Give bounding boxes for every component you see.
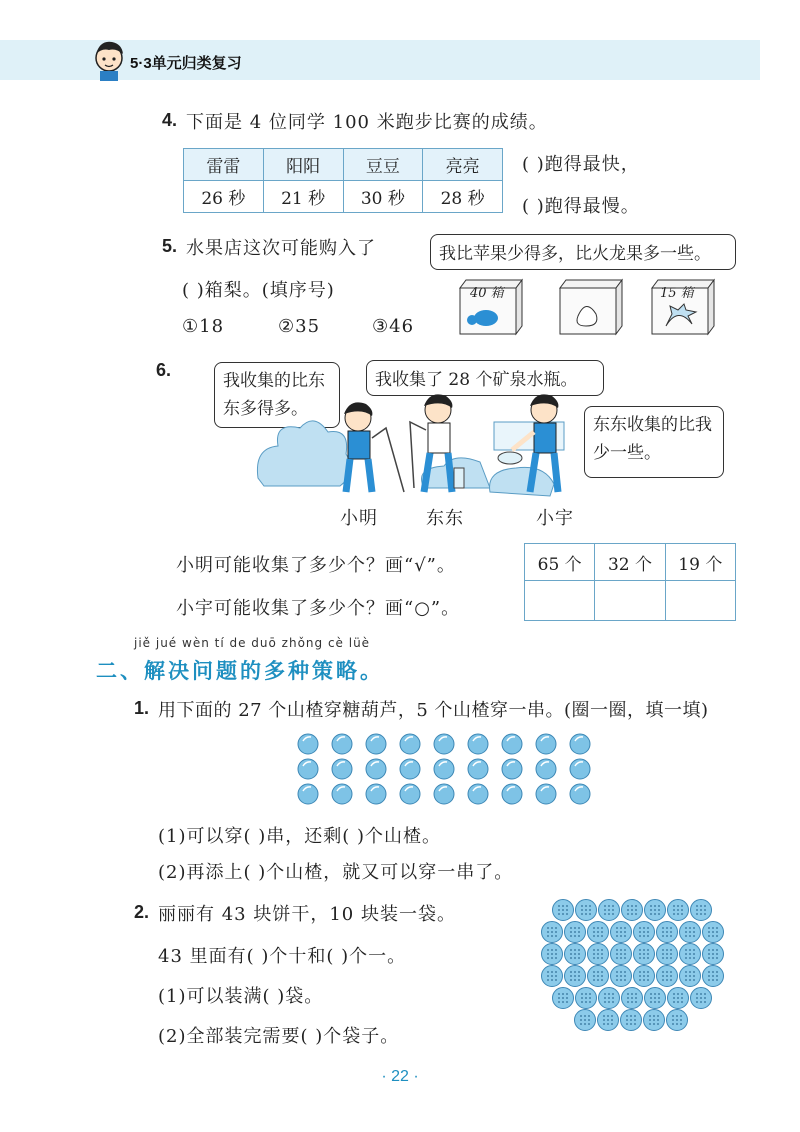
q5-line2[interactable]: ( )箱梨。(填序号) [182,280,335,301]
q5-speech-bubble: 我比苹果少得多，比火龙果多一些。 [430,234,736,270]
hawthorn-icon [468,784,488,804]
hawthorn-icon [298,784,318,804]
s2q2-line1[interactable]: 43 里面有( )个十和( )个一。 [158,946,407,967]
choice-cell: 65 个 [525,544,595,581]
q4-fastest-blank[interactable]: ( )跑得最快， [522,154,640,175]
q4-name-cell: 阳阳 [263,149,343,181]
hawthorn-icon [298,734,318,754]
hawthorn-icon [502,759,522,779]
q4-table [183,148,503,213]
mascot-icon [92,38,126,82]
hawthorn-icon [502,734,522,754]
hawthorn-icon [536,759,556,779]
cookie-icon [634,944,655,965]
s2q1-number: 1. [134,698,150,718]
hawthorn-icon [298,759,318,779]
cookie-icon [542,944,563,965]
choice-cell: 32 个 [595,544,665,581]
hawthorn-icon [434,734,454,754]
q5-option: ①18 [182,316,225,337]
pear-box-label: 40 箱 [470,286,504,301]
s2q1-text: 用下面的 27 个山楂穿糖葫芦，5 个山楂穿一串。(圈一圈，填一填) [158,700,709,721]
q6-line2: 小宇可能收集了多少个？画“○”。 [176,598,461,619]
hawthorn-icon [332,759,352,779]
q5-option: ③46 [372,316,415,337]
cookie-icon [588,944,609,965]
cookie-icon [588,922,609,943]
q4-time-cell: 28 秒 [423,181,503,213]
q4-name-cell: 亮亮 [423,149,503,181]
header-title: 5·3单元归类复习 [130,55,242,72]
cookie-icon [576,900,597,921]
pear-box-icon [556,276,626,336]
hawthorn-icon [366,759,386,779]
q4-name-cell: 雷雷 [184,149,264,181]
q6-number: 6. [156,360,172,380]
s2q2-sub1[interactable]: (1)可以装满( )袋。 [158,986,324,1007]
cookie-icon [691,900,712,921]
hawthorn-icon [434,759,454,779]
cookie-icon [680,944,701,965]
cookie-icon [599,988,620,1009]
hawthorn-icon [366,784,386,804]
cookie-icon [611,922,632,943]
hawthorn-icon [502,784,522,804]
s2q2-number: 2. [134,902,150,922]
cookie-icon [703,966,724,987]
s2q1-sub2[interactable]: (2)再添上( )个山楂，就又可以穿一串了。 [158,862,514,883]
q5-option: ②35 [278,316,321,337]
cookie-icon [598,1010,619,1031]
cookie-icon [703,944,724,965]
cookie-icon [680,966,701,987]
cookie-icon [634,922,655,943]
cookie-icon [565,966,586,987]
hawthorn-icon [434,784,454,804]
cookie-pile [540,896,750,1036]
page-number: · 22 · [381,1068,419,1085]
child-name-dongdong: 东东 [426,508,464,529]
cookie-icon [611,944,632,965]
answer-cell[interactable] [595,581,665,621]
cookie-icon [645,900,666,921]
s2q2-text: 丽丽有 43 块饼干，10 块装一袋。 [158,904,456,925]
hawthorn-icon [400,734,420,754]
hawthorn-icon [332,784,352,804]
q4-time-cell: 30 秒 [343,181,423,213]
cookie-icon [565,922,586,943]
cookie-icon [667,1010,688,1031]
q4-number: 4. [162,110,178,130]
section2-pinyin: jiě jué wèn tí de duō zhǒng cè lüè [134,636,371,650]
cookie-icon [542,922,563,943]
cookie-icon [645,988,666,1009]
cookie-icon [622,900,643,921]
child-name-xiaoyu: 小宇 [536,508,574,529]
q6-choice-table [524,543,736,621]
answer-cell[interactable] [525,581,595,621]
q4-time-cell: 21 秒 [263,181,343,213]
cookie-icon [565,944,586,965]
cookie-icon [611,966,632,987]
cookie-icon [576,988,597,1009]
cookie-icon [668,900,689,921]
cookie-icon [588,966,609,987]
dongdong-speech-bubble: 我收集了 28 个矿泉水瓶。 [366,360,604,396]
cookie-icon [634,966,655,987]
q5-line1: 水果店这次可能购入了 [186,238,376,259]
cookie-icon [691,988,712,1009]
hawthorn-icon [570,759,590,779]
hawthorn-icon [400,759,420,779]
hawthorn-grid [292,730,602,808]
cookie-icon [553,988,574,1009]
hawthorn-icon [536,784,556,804]
cookie-icon [553,900,574,921]
choice-cell: 19 个 [665,544,735,581]
cookie-icon [599,900,620,921]
q4-time-cell: 26 秒 [184,181,264,213]
cookie-icon [657,922,678,943]
hawthorn-icon [468,734,488,754]
q4-name-cell: 豆豆 [343,149,423,181]
answer-cell[interactable] [665,581,735,621]
hawthorn-icon [366,734,386,754]
children-collecting-bottles-illustration [254,388,594,502]
cookie-icon [622,988,643,1009]
hawthorn-icon [570,734,590,754]
q4-slowest-blank[interactable]: ( )跑得最慢。 [522,196,640,217]
cookie-icon [657,966,678,987]
cookie-icon [621,1010,642,1031]
cookie-icon [575,1010,596,1031]
cookie-icon [657,944,678,965]
cookie-icon [542,966,563,987]
cookie-icon [703,922,724,943]
cookie-icon [644,1010,665,1031]
q5-number: 5. [162,236,178,256]
hawthorn-icon [468,759,488,779]
xiaoyu-speech-bubble: 东东收集的比我少一些。 [584,406,724,478]
q6-line1: 小明可能收集了多少个？画“√”。 [176,555,456,576]
cookie-icon [680,922,701,943]
hawthorn-icon [400,784,420,804]
hawthorn-icon [536,734,556,754]
s2q1-sub1[interactable]: (1)可以穿( )串，还剩( )个山楂。 [158,826,442,847]
q4-text: 下面是 4 位同学 100 米跑步比赛的成绩。 [186,112,548,133]
dragonfruit-box-label: 15 箱 [660,286,694,301]
child-name-xiaoming: 小明 [340,508,378,529]
s2q2-sub2[interactable]: (2)全部装完需要( )个袋子。 [158,1026,400,1047]
section2-title: 二、解决问题的多种策略。 [96,660,384,683]
xiaoming-speech-bubble: 我收集的比东东多得多。 [214,362,340,428]
hawthorn-icon [332,734,352,754]
hawthorn-icon [570,784,590,804]
cookie-icon [668,988,689,1009]
